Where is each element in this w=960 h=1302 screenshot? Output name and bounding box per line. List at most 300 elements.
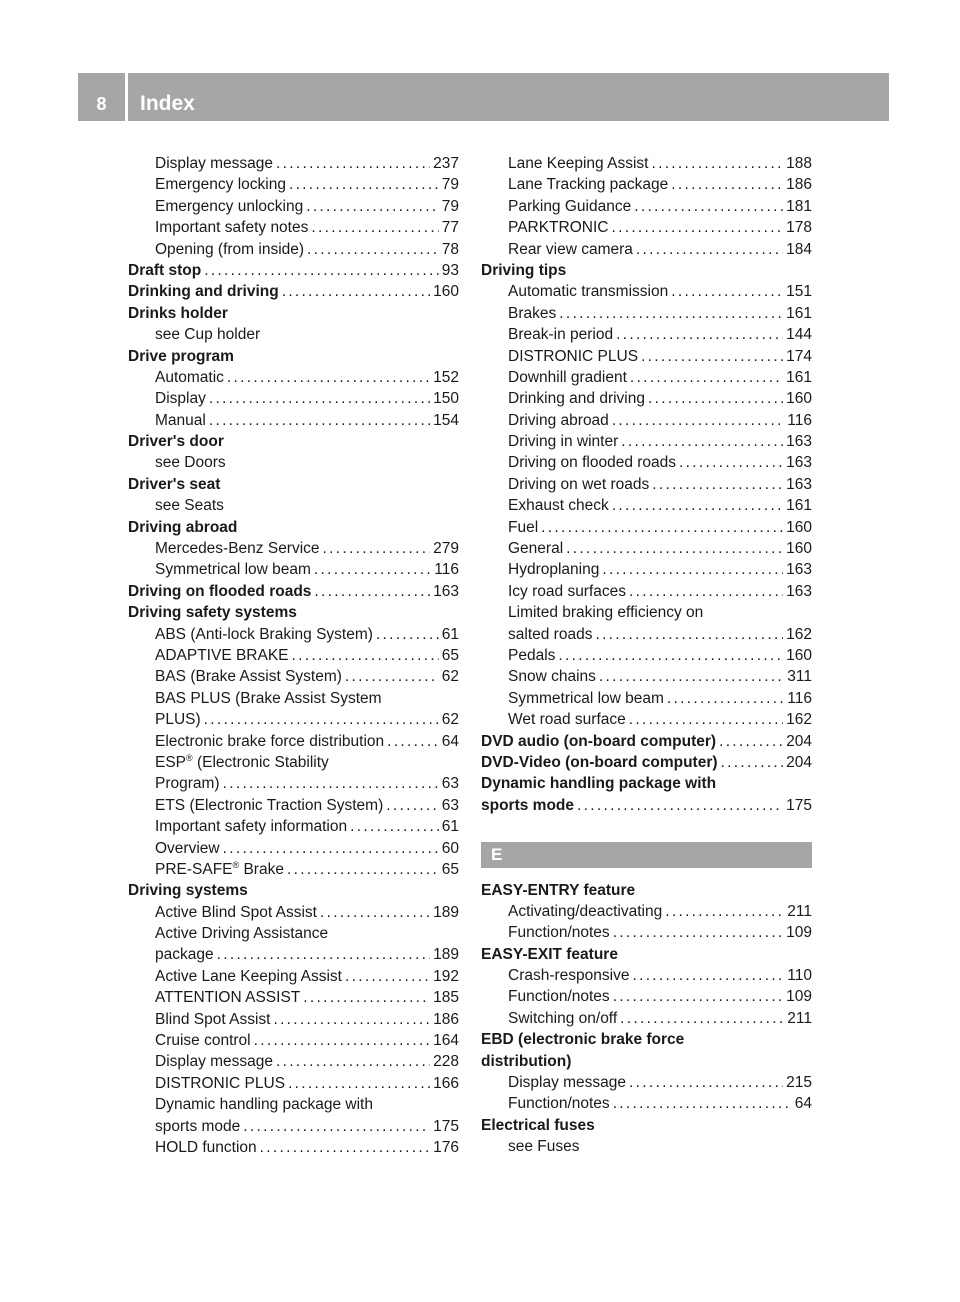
entry-text (155, 773, 220, 794)
entry-label: EBD (electronic brake force (481, 1031, 685, 1049)
page-reference: 116 (787, 411, 812, 429)
page-reference: 175 (786, 796, 812, 814)
entry-label: Automatic transmission (508, 283, 669, 301)
index-heading (128, 517, 459, 538)
page-reference: 204 (786, 732, 812, 750)
entry-label: Function/notes (508, 924, 610, 942)
entry-label: Active Lane Keeping Assist (155, 967, 342, 985)
dot-leader (204, 260, 439, 281)
index-heading (481, 1115, 812, 1136)
dot-leader (306, 196, 439, 217)
index-entry (128, 902, 459, 923)
page-reference: 279 (433, 540, 459, 558)
index-entry (481, 688, 812, 709)
entry-text (508, 604, 703, 621)
entry-label: ADAPTIVE BRAKE (155, 646, 289, 664)
entry-label: Display message (508, 1074, 627, 1092)
index-entry (128, 174, 459, 195)
page-reference: 163 (786, 561, 812, 579)
index-entry (128, 1009, 459, 1030)
entry-text (481, 882, 635, 899)
dot-leader (345, 966, 430, 987)
index-heading (128, 431, 459, 452)
index-entry (128, 666, 459, 687)
entry-text (155, 153, 273, 174)
entry-text (508, 517, 538, 538)
entry-label: package (155, 946, 214, 964)
entry-text (155, 196, 303, 217)
page-reference: 93 (441, 261, 459, 279)
dot-leader (634, 196, 783, 217)
page-reference: 65 (441, 646, 459, 664)
page-reference: 185 (433, 989, 459, 1007)
entry-text (508, 495, 609, 516)
entry-label: Snow chains (508, 668, 596, 686)
index-entry (481, 174, 812, 195)
index-entry (128, 645, 459, 666)
entry-label: DVD audio (on-board computer) (481, 732, 717, 750)
dot-leader (323, 538, 431, 559)
index-heading (128, 260, 459, 281)
entry-label: Symmetrical low beam (155, 561, 311, 579)
entry-text (508, 965, 629, 986)
dot-leader (671, 281, 783, 302)
entry-label: General (508, 540, 564, 558)
entry-label: PRE-SAFE (155, 860, 233, 878)
entry-text (508, 666, 596, 687)
entry-text (508, 452, 676, 473)
index-entry (128, 709, 459, 730)
entry-label: see Doors (155, 454, 226, 472)
entry-text (155, 902, 317, 923)
entry-text (508, 1093, 610, 1114)
entry-label: Draft stop (128, 261, 202, 279)
page-header (78, 73, 889, 121)
index-entry (481, 346, 812, 367)
index-entry (128, 388, 459, 409)
index-entry (481, 922, 812, 943)
page-reference: 311 (787, 668, 812, 686)
entry-label: Parking Guidance (508, 197, 632, 215)
index-heading (481, 880, 812, 901)
page-reference: 237 (433, 155, 459, 172)
entry-text (508, 174, 668, 195)
index-entry (128, 624, 459, 645)
index-entry (481, 581, 812, 602)
dot-leader (287, 859, 439, 880)
entry-text (155, 1051, 273, 1072)
page-reference: 79 (441, 197, 459, 215)
index-entry (481, 965, 812, 986)
dot-leader (641, 346, 783, 367)
entry-label: Opening (from inside) (155, 240, 305, 258)
entry-text (155, 754, 329, 771)
entry-text (508, 153, 648, 174)
page-reference: 61 (441, 818, 459, 836)
entry-label: see Fuses (508, 1138, 580, 1156)
entry-text (155, 690, 382, 707)
dot-leader (612, 410, 784, 431)
dot-leader (611, 217, 783, 238)
entry-text (155, 925, 328, 942)
entry-text (155, 367, 224, 388)
entry-label: HOLD function (155, 1138, 257, 1156)
page-reference: 192 (433, 967, 459, 985)
entry-text (155, 795, 383, 816)
entry-text (508, 367, 627, 388)
entry-label: Driver's door (128, 433, 224, 451)
dot-leader (719, 731, 783, 752)
page-reference: 65 (441, 860, 459, 878)
dot-leader (314, 559, 431, 580)
entry-text (508, 1138, 580, 1155)
dot-leader (629, 709, 783, 730)
entry-label: Automatic (155, 368, 224, 386)
entry-text (128, 260, 201, 281)
index-entry (128, 1116, 459, 1137)
entry-label: sports mode (481, 796, 575, 814)
index-heading (481, 944, 812, 965)
entry-text (128, 604, 297, 621)
entry-label: Hydroplaning (508, 561, 600, 579)
entry-label: Electronic brake force distribution (155, 732, 385, 750)
index-entry (128, 495, 459, 516)
entry-label: EASY-ENTRY feature (481, 881, 636, 899)
entry-label: Drive program (128, 347, 234, 365)
entry-label: Drinks holder (128, 304, 228, 322)
index-entry (481, 452, 812, 473)
dot-leader (558, 645, 783, 666)
index-entry (481, 431, 812, 452)
entry-label: Display message (155, 155, 274, 172)
dot-leader (621, 431, 783, 452)
page-reference: 62 (441, 711, 459, 729)
index-entry (481, 901, 812, 922)
entry-text (508, 901, 662, 922)
dot-leader (289, 174, 439, 195)
page-reference: 163 (786, 454, 812, 472)
entry-label: Driving safety systems (128, 604, 297, 622)
index-entry (128, 367, 459, 388)
entry-text (508, 645, 555, 666)
index-heading (481, 1029, 812, 1050)
index-entry (481, 645, 812, 666)
index-heading (481, 752, 812, 773)
entry-text (508, 1072, 626, 1093)
index-entry (128, 196, 459, 217)
index-entry (128, 217, 459, 238)
entry-text (128, 882, 248, 899)
index-entry (128, 752, 459, 773)
entry-text (508, 388, 645, 409)
dot-leader (636, 239, 783, 260)
entry-label: PLUS) (155, 711, 201, 729)
index-heading (128, 474, 459, 495)
entry-label: Dynamic handling package with (155, 1096, 373, 1114)
entry-text (155, 497, 224, 514)
index-heading (481, 795, 812, 816)
index-heading (481, 731, 812, 752)
index-entry (481, 517, 812, 538)
entry-text (155, 1030, 251, 1051)
dot-leader (260, 1137, 430, 1158)
index-column-left (128, 153, 459, 1158)
page-reference: 109 (786, 924, 812, 942)
page-reference: 161 (786, 497, 812, 515)
entry-label: Function/notes (508, 988, 610, 1006)
header-divider (125, 73, 128, 121)
page-reference: 160 (786, 390, 812, 408)
entry-label: Pedals (508, 646, 556, 664)
registered-mark: ® (232, 859, 240, 870)
entry-text (128, 433, 224, 450)
entry-text (155, 1116, 240, 1137)
entry-label: Icy road surfaces (508, 582, 627, 600)
dot-leader (629, 581, 783, 602)
dot-leader (376, 624, 439, 645)
dot-leader (345, 666, 439, 687)
page-reference: 184 (786, 240, 812, 258)
entry-label: ESP (155, 753, 187, 771)
index-entry (128, 838, 459, 859)
entry-text (508, 474, 649, 495)
index-entry (481, 709, 812, 730)
index-entry (128, 324, 459, 345)
page-reference: 163 (786, 433, 812, 451)
entry-text (155, 944, 214, 965)
dot-leader (665, 901, 784, 922)
index-entry (128, 816, 459, 837)
index-entry (128, 773, 459, 794)
entry-text (128, 519, 237, 536)
entry-label: Display message (155, 1053, 274, 1071)
entry-label: Driving systems (128, 882, 248, 900)
entry-label: Cruise control (155, 1032, 251, 1050)
entry-text (128, 476, 220, 493)
index-entry (481, 367, 812, 388)
page-reference: 160 (786, 518, 812, 536)
page-reference: 186 (433, 1010, 459, 1028)
index-entry (481, 388, 812, 409)
entry-label: Active Blind Spot Assist (155, 903, 317, 921)
index-entry (481, 1008, 812, 1029)
index-entry (481, 559, 812, 580)
entry-label: Downhill gradient (508, 368, 627, 386)
entry-text (155, 388, 206, 409)
page-reference: 63 (441, 775, 459, 793)
index-column-right (481, 153, 812, 1158)
page-reference: 162 (786, 711, 812, 729)
entry-text (155, 326, 260, 343)
entry-label: Crash-responsive (508, 967, 630, 985)
index-entry (481, 495, 812, 516)
index-entry (481, 666, 812, 687)
index-entry (128, 688, 459, 709)
entry-label: Break-in period (508, 326, 614, 344)
dot-leader (652, 474, 783, 495)
dot-leader (303, 987, 430, 1008)
entry-text (481, 946, 618, 963)
entry-label: Fuel (508, 518, 539, 536)
entry-label: Emergency locking (155, 176, 286, 194)
dot-leader (613, 922, 783, 943)
entry-label: Drinking and driving (128, 283, 279, 301)
dot-leader (288, 1073, 430, 1094)
index-entry (128, 987, 459, 1008)
page-reference: 79 (441, 176, 459, 194)
entry-label: ETS (Electronic Traction System) (155, 796, 384, 814)
entry-label: Driving on flooded roads (508, 454, 677, 472)
entry-label: BAS PLUS (Brake Assist System (155, 689, 382, 707)
page-reference: 175 (433, 1117, 459, 1135)
entry-text (508, 431, 618, 452)
entry-text (481, 775, 716, 792)
index-entry (481, 239, 812, 260)
entry-text (128, 348, 234, 365)
entry-label: distribution) (481, 1052, 572, 1070)
entry-text (155, 559, 311, 580)
page-reference: 78 (441, 240, 459, 258)
index-entry (128, 859, 459, 880)
entry-text (508, 410, 609, 431)
dot-leader (276, 1051, 430, 1072)
dot-leader (223, 773, 439, 794)
dot-leader (387, 731, 439, 752)
entry-text (481, 1117, 595, 1134)
dot-leader (632, 965, 784, 986)
entry-label: Dynamic handling package with (481, 775, 717, 793)
page-reference: 151 (786, 283, 812, 301)
entry-label: Driving on flooded roads (128, 582, 312, 600)
dot-leader (721, 752, 784, 773)
entry-text (155, 859, 284, 880)
entry-label: DVD-Video (on-board computer) (481, 753, 718, 771)
dot-leader (541, 517, 783, 538)
page-reference: 62 (441, 668, 459, 686)
dot-leader (559, 303, 783, 324)
index-entry (128, 944, 459, 965)
entry-label: Program) (155, 775, 220, 793)
index-entry (128, 923, 459, 944)
entry-text (155, 454, 226, 471)
page-reference: 189 (433, 903, 459, 921)
entry-text (155, 217, 308, 238)
entry-label: Driving on wet roads (508, 475, 650, 493)
entry-label: Active Driving Assistance (155, 925, 329, 943)
entry-label: Driving abroad (128, 518, 238, 536)
index-entry (128, 410, 459, 431)
entry-label: see Seats (155, 497, 224, 515)
page-reference: 116 (787, 689, 812, 707)
entry-text (155, 624, 373, 645)
index-entry (128, 538, 459, 559)
page-reference: 215 (786, 1074, 812, 1092)
index-heading (128, 880, 459, 901)
dot-leader (671, 174, 783, 195)
entry-text (155, 1096, 373, 1113)
dot-leader (566, 538, 783, 559)
dot-leader (314, 581, 430, 602)
entry-label: Wet road surface (508, 711, 626, 729)
page-reference: 63 (441, 796, 459, 814)
entry-text (508, 239, 633, 260)
index-entry (128, 1051, 459, 1072)
entry-label: Blind Spot Assist (155, 1010, 271, 1028)
entry-label: Important safety information (155, 818, 348, 836)
dot-leader (217, 944, 431, 965)
entry-text (508, 303, 556, 324)
entry-label: BAS (Brake Assist System) (155, 668, 342, 686)
index-entry (128, 1030, 459, 1051)
dot-leader (307, 239, 439, 260)
index-entry (128, 239, 459, 260)
page-reference: 160 (786, 646, 812, 664)
dot-leader (612, 495, 783, 516)
index-heading (128, 581, 459, 602)
index-entry (481, 281, 812, 302)
index-entry (481, 624, 812, 645)
dot-leader (227, 367, 430, 388)
index-entry (128, 966, 459, 987)
page-reference: 163 (786, 582, 812, 600)
entry-text (155, 709, 201, 730)
page-reference: 109 (786, 988, 812, 1006)
dot-leader (209, 410, 430, 431)
dot-leader (209, 388, 430, 409)
entry-label: Lane Tracking package (508, 176, 669, 194)
entry-text (508, 688, 664, 709)
dot-leader (648, 388, 783, 409)
entry-text (508, 624, 592, 645)
entry-text (155, 538, 320, 559)
entry-text (128, 581, 311, 602)
page-reference: 228 (433, 1053, 459, 1071)
page-reference: 161 (786, 304, 812, 322)
entry-text (508, 709, 626, 730)
page-reference: 176 (433, 1138, 459, 1156)
dot-leader (204, 709, 439, 730)
index-entry (128, 795, 459, 816)
entry-text (155, 966, 342, 987)
entry-text (155, 838, 220, 859)
index-entry (128, 1094, 459, 1115)
entry-text (508, 986, 610, 1007)
page-reference: 211 (787, 902, 812, 920)
page-reference: 160 (786, 540, 812, 558)
entry-text (508, 559, 599, 580)
index-letter-heading: E (481, 842, 812, 868)
index-entry (481, 196, 812, 217)
dot-leader (616, 324, 783, 345)
entry-label: DISTRONIC PLUS (508, 347, 639, 365)
index-entry (481, 1093, 812, 1114)
entry-label-suffix: Brake (239, 860, 284, 878)
entry-text (155, 816, 347, 837)
entry-text (508, 217, 608, 238)
entry-text (155, 1009, 270, 1030)
page-reference: 116 (434, 561, 459, 579)
index-heading (481, 773, 812, 794)
page-reference: 152 (433, 368, 459, 386)
index-entry (481, 474, 812, 495)
entry-text (481, 1031, 684, 1048)
dot-leader (602, 559, 783, 580)
dot-leader (620, 1008, 784, 1029)
entry-text (508, 1008, 617, 1029)
dot-leader (243, 1116, 430, 1137)
dot-leader (651, 153, 783, 174)
dot-leader (276, 153, 430, 174)
